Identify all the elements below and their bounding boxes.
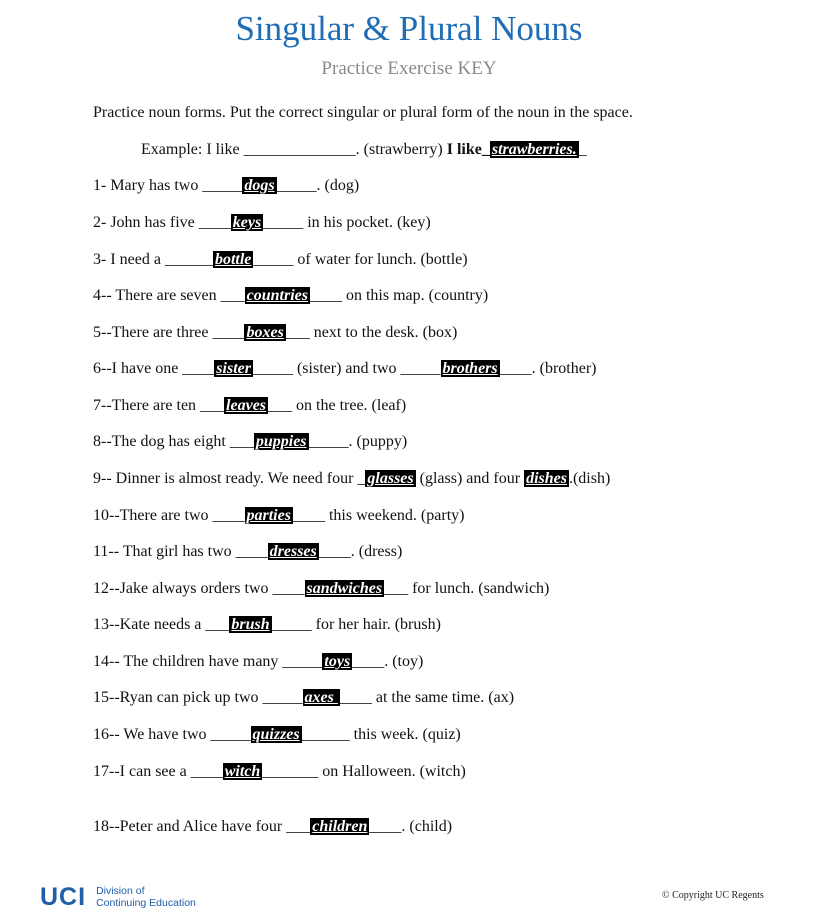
item-text-after: (glass) and four [415, 470, 525, 487]
item-number: 12-- [93, 580, 120, 597]
page-title: Singular & Plural Nouns [235, 9, 583, 48]
exercise-item [93, 725, 461, 747]
example-answer-lead: I like_ [446, 141, 490, 158]
item-number: 1- [93, 177, 107, 194]
item-number: 2- [93, 214, 107, 231]
item-text-before: The children have many _____ [119, 653, 323, 670]
item-text-before: We have two _____ [119, 726, 251, 743]
item-text-after: _____ for her hair. (brush) [271, 616, 441, 633]
item-answer-2: brothers [442, 360, 498, 377]
example-answer: strawberries. [491, 141, 577, 158]
page-subtitle: Practice Exercise KEY [321, 58, 497, 79]
item-answer: leaves [226, 397, 267, 414]
item-answer: quizzes [252, 726, 300, 743]
item-text-before: There are two ____ [119, 507, 245, 524]
item-answer: bottle [214, 251, 252, 268]
example-trail: _ [578, 141, 587, 158]
item-text-before: Dinner is almost ready. We need four _ [111, 470, 366, 487]
item-number: 17-- [93, 763, 120, 780]
item-text-after: _____ of water for lunch. (bottle) [253, 251, 468, 268]
item-answer: axes [304, 689, 338, 706]
uci-logo-mark: UCI [40, 883, 87, 911]
item-text-before: There are seven ___ [111, 287, 245, 304]
exercise-item [93, 579, 549, 601]
item-answer: glasses [367, 470, 414, 487]
exercise-item [93, 432, 407, 454]
example-line [141, 140, 587, 162]
item-number: 8-- [93, 433, 112, 450]
example-prefix: Example: I like [141, 141, 244, 158]
item-answer: sister [216, 360, 251, 377]
item-number: 7-- [93, 397, 112, 414]
exercise-item [93, 176, 359, 198]
item-answer: dresses [269, 543, 317, 560]
exercise-item [93, 817, 452, 839]
item-text-after: _______ on Halloween. (witch) [262, 763, 466, 780]
item-text-before: John has five ____ [106, 214, 231, 231]
exercise-item [93, 506, 464, 528]
item-text-after: _____ (sister) and two _____ [252, 360, 441, 377]
uci-division-text [96, 885, 196, 909]
item-number: 5-- [93, 324, 112, 341]
exercise-item [93, 213, 431, 235]
item-text-after: ___ for lunch. (sandwich) [384, 580, 550, 597]
item-text-before: Kate needs a ___ [119, 616, 230, 633]
exercise-item [93, 652, 423, 674]
exercise-item [93, 323, 457, 345]
item-text-before: Mary has two _____ [106, 177, 243, 194]
item-text-after: _____ in his pocket. (key) [263, 214, 431, 231]
item-number: 16-- [93, 726, 120, 743]
item-text-after-2: .(dish) [568, 470, 611, 487]
exercise-item [93, 469, 610, 491]
item-number: 11-- [93, 543, 120, 560]
item-text-after: ____. (dress) [318, 543, 403, 560]
item-text-after: ____ at the same time. (ax) [339, 689, 515, 706]
item-answer: sandwiches [306, 580, 383, 597]
item-text-after: ___ on the tree. (leaf) [268, 397, 407, 414]
example-hint: . (strawberry) [355, 141, 447, 158]
item-text-before: That girl has two ____ [119, 543, 268, 560]
item-text-before: The dog has eight ___ [111, 433, 254, 450]
item-text-after: ____ this weekend. (party) [292, 507, 465, 524]
item-number: 9-- [93, 470, 112, 487]
example-blank: ______________ [243, 141, 356, 158]
uci-logo [40, 884, 196, 910]
item-answer: parties [246, 507, 291, 524]
exercise-item [93, 250, 468, 272]
item-text-before: Ryan can pick up two _____ [119, 689, 303, 706]
item-answer: brush [231, 616, 270, 633]
item-text-after: _____. (dog) [276, 177, 360, 194]
item-answer: toys [324, 653, 351, 670]
item-number: 6-- [93, 360, 112, 377]
exercise-item [93, 286, 488, 308]
item-answer: keys [232, 214, 262, 231]
item-answer: witch [224, 763, 261, 780]
exercise-item [93, 615, 441, 637]
item-number: 15-- [93, 689, 120, 706]
exercise-item [93, 396, 406, 418]
exercise-item [93, 542, 402, 564]
exercise-item [93, 762, 466, 784]
exercise-item [93, 688, 514, 710]
item-text-before: Jake always orders two ____ [119, 580, 305, 597]
item-number: 3- [93, 251, 107, 268]
division-line-1: Division of [96, 885, 145, 897]
item-text-before: I have one ____ [111, 360, 215, 377]
item-answer: dogs [244, 177, 275, 194]
item-number: 4-- [93, 287, 112, 304]
item-answer: boxes [246, 324, 284, 341]
item-text-after: ___ next to the desk. (box) [285, 324, 458, 341]
item-number: 10-- [93, 507, 120, 524]
item-answer: puppies [255, 433, 307, 450]
item-number: 18-- [93, 818, 120, 835]
item-text-after: _____. (puppy) [308, 433, 408, 450]
item-text-after: ____. (child) [369, 818, 453, 835]
instructions: Practice noun forms. Put the correct singular or plural form of the noun in the space. [93, 104, 633, 121]
item-text-before: There are ten ___ [111, 397, 225, 414]
item-answer: children [312, 818, 368, 835]
item-text-before: I need a ______ [106, 251, 213, 268]
copyright: © Copyright UC Regents [662, 890, 764, 901]
item-text-before: I can see a ____ [119, 763, 223, 780]
item-text-before: Peter and Alice have four ___ [119, 818, 311, 835]
item-answer: countries [246, 287, 308, 304]
item-text-after: ____ on this map. (country) [309, 287, 489, 304]
item-answer-2: dishes [526, 470, 567, 487]
item-text-before: There are three ____ [111, 324, 245, 341]
item-text-after-2: ____. (brother) [499, 360, 597, 377]
division-line-2: Continuing Education [96, 897, 196, 909]
exercise-item [93, 359, 596, 381]
item-text-after: ______ this week. (quiz) [301, 726, 461, 743]
item-number: 14-- [93, 653, 120, 670]
item-number: 13-- [93, 616, 120, 633]
item-text-after: ____. (toy) [352, 653, 424, 670]
